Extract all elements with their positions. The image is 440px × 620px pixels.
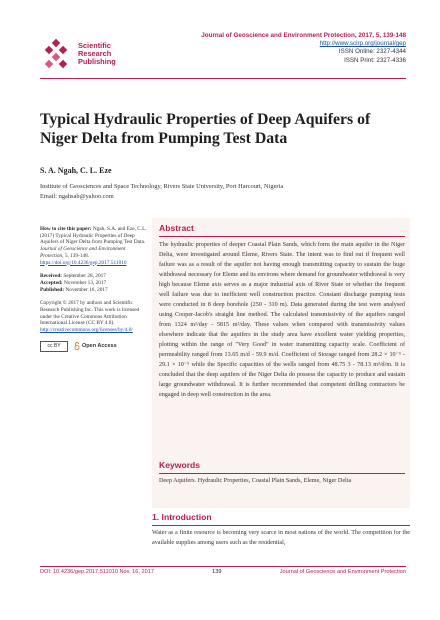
open-lock-icon [74,342,80,350]
footer-rule [40,566,406,567]
keywords-rule [159,473,405,474]
abstract-heading: Abstract [159,223,194,233]
open-access-label: Open Access [82,342,117,349]
copyright-text: Copyright © 2017 by authors and Scientific Research Publishing Inc. This work is licensed under the Creative Commons Attribution International License (CC BY 4.0). [40,300,140,327]
copyright-block [40,300,148,334]
citation-block [40,226,148,266]
dates-block [40,273,148,293]
footer-journal: Journal of Geoscience and Environment Protection [279,569,406,575]
article-sidebar [40,226,148,352]
accepted-label: Accepted: [40,279,63,286]
introduction-heading: 1. Introduction [152,512,212,522]
publisher-logo[interactable] [40,36,160,72]
cc-by-badge[interactable]: cc BY [40,341,68,352]
keywords-heading: Keywords [159,460,201,470]
published-label: Published: [40,286,65,293]
cite-journal: Journal of Geoscience and Environment Protection [40,246,126,259]
issn-online: ISSN Online: 2327-4344 [338,48,406,56]
cite-pages: , 5, 139-148. [62,252,90,259]
abstract-rule [159,236,405,237]
open-access-badge[interactable] [74,342,117,350]
header-rule [40,78,406,79]
cite-label: How to cite this paper: [40,226,92,232]
page-footer [40,569,406,575]
issn-print: ISSN Print: 2327-4336 [344,56,406,64]
accepted-date: November 13, 2017 [63,279,107,286]
article-authors: S. A. Ngah, C. L. Eze [40,166,112,175]
footer-doi[interactable]: DOI: 10.4236/gep.2017.511010 Nov. 16, 2017 [40,569,154,575]
scirp-logo-icon [40,38,72,70]
received-date: September 28, 2017 [63,273,106,280]
introduction-text: Water as a finite resource is becoming very scarce in most nations of the world. The competition for the available supplies among users such as the residential, [152,530,410,546]
author-email[interactable]: Email: ngahsab@yahoo.com [40,193,114,200]
keywords-text: Deep Aquifers. Hydraulic Properties, Coastal Plain Sands, Eleme, Niger Delta [159,478,352,484]
cite-doi-link[interactable]: https://doi.org/10.4236/gep.2017.511010 [40,259,127,266]
article-title: Typical Hydraulic Properties of Deep Aquifers of Niger Delta from Pumping Test Data [40,111,371,147]
journal-url-link[interactable]: http://www.scirp.org/journal/gep [319,40,406,48]
abstract-text: The hydraulic properties of deeper Coastal Plain Sands, which form the main aquifer in the Niger Delta, were investigated around Eleme, Rivers State. The intent was to find out if frequent well failure was as a result of the aquifer not having enough transmitting capacity to sustain the huge withdrawal necessary for Eleme and its environs where demand for groundwater withdrawal is very high because Eleme axis serves as a major industrial axis of River State or whether the frequent well failure was due to inefficient well construction practice. Constant discharge pumping tests were conducted in 8 deep borehole (250 - 310 m). Data generated during the test were analysed using Cooper-Jacob's straight line method. The calculated transmissivity of the aquifers ranged from 1324 m²/day - 5815 m²/day. These values when compared with transmissivity values elsewhere indicate that the aquifers in the study area have excellent water yielding properties, plotting within the range of "Very Good" in water transmitting capacity scale. Coefficient of permeability ranged from 13.65 m/d - 59.9 m/d. Coefficient of Storage ranged from 28.2 × 10⁻⁵ - 29.1 × 10⁻⁵ while the Specific capacities of the wells ranged from 48.75 3 - 78.13 m³/d/m. It is concluded that the deep aquifers of the Niger Delta do possess the capacity to produce and sustain large groundwater withdrawal. It is further recommended that competent drilling contractors be engaged in deep well construction in the area. [159,242,405,398]
article-affiliation [40,182,283,202]
journal-citation: Journal of Geoscience and Environment Protection, 2017, 5, 139-148 [201,32,406,39]
introduction-rule [152,525,410,526]
cite-text: Ngah, S.A. and Eze, C.L. (2017) Typical Hydraulic Properties of Deep Aquifers of Niger Delta from Pumping Test Data. [40,226,147,246]
received-label: Received: [40,273,63,280]
affiliation-text: Institute of Geosciences and Space Technology, Rivers State University, Port Harcourt, Nigeria [40,183,284,190]
license-link[interactable]: http://creativecommons.org/licenses/by/4.0/ [40,327,133,334]
license-badges [40,341,148,352]
published-date: November 16, 2017 [65,286,108,293]
publisher-name: Scientific Research Publishing [78,40,116,67]
journal-meta [201,32,406,65]
page-number: 139 [212,569,222,575]
